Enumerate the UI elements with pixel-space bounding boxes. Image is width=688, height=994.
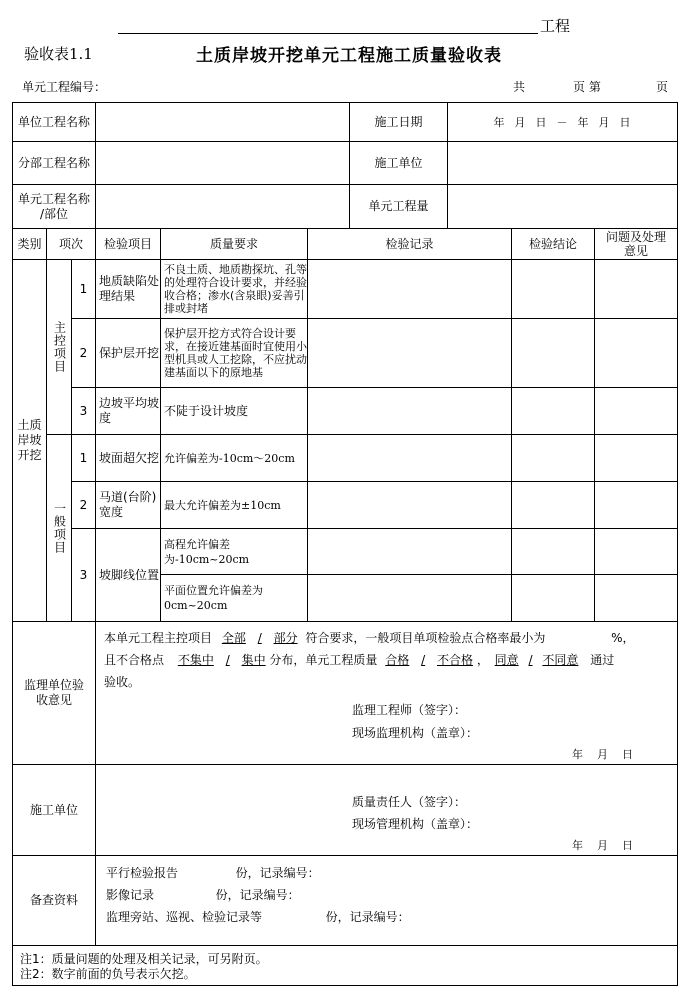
option-concentrated[interactable]: 集中 (241, 653, 266, 667)
page-title: 土质岸坡开挖单元工程施工质量验收表 (196, 46, 502, 66)
supervision-paragraph-3: 验收。 (104, 675, 141, 689)
check-item: 马道(台阶)宽度 (99, 490, 157, 519)
note-1: 注1：质量问题的处理及相关记录，可另附页。 (20, 952, 268, 966)
check-record-cell[interactable] (308, 260, 511, 318)
group-main-items: 主控项目 (52, 321, 67, 373)
percent-sign: %， (611, 631, 635, 645)
supervision-text: 本单元工程主控项目 (104, 631, 213, 645)
check-item: 边坡平均坡度 (99, 396, 160, 425)
option-part[interactable]: 部分 (273, 631, 298, 645)
check-record-cell[interactable] (308, 435, 511, 481)
check-result-cell[interactable] (512, 529, 594, 574)
construction-unit-label: 施工单位 (374, 155, 423, 170)
row-no: 2 (79, 345, 88, 360)
records-label: 备查资料 (29, 893, 78, 907)
option-slash: / (225, 653, 230, 667)
quality-requirement: 高程允许偏差为-10cm~20cm (164, 537, 250, 566)
construction-date-field[interactable]: 年 月 日 － 年 月 日 (493, 115, 632, 129)
records-line-3 (106, 908, 410, 925)
check-result-cell[interactable] (512, 319, 594, 387)
check-record-cell[interactable] (308, 388, 511, 434)
supervision-text: 通过 (590, 653, 615, 667)
note-2: 注2：数字前面的负号表示欠挖。 (20, 967, 196, 981)
quality-requirement: 不陡于设计坡度 (164, 403, 249, 418)
page-total-label: 共 (513, 80, 526, 94)
group-general-items: 一般项目 (52, 502, 67, 554)
option-slash: / (257, 631, 262, 645)
check-result-cell[interactable] (512, 575, 594, 621)
records-text: 份，记录编号： (235, 866, 320, 880)
issue-opinion-cell[interactable] (595, 435, 677, 481)
category-soil-bank-excavation: 土质岸坡开挖 (17, 418, 42, 462)
supervision-text: 且不合格点 (104, 653, 165, 667)
records-text: 监理旁站、巡视、检验记录等 (106, 910, 263, 924)
element-name-label (13, 185, 95, 228)
row-no: 1 (79, 281, 88, 296)
col-check-record: 检验记录 (385, 236, 434, 251)
unit-project-name-label: 单位工程名称 (17, 114, 90, 129)
element-name-field[interactable] (96, 185, 349, 228)
check-record-cell[interactable] (308, 319, 511, 387)
issue-opinion-cell[interactable] (595, 575, 677, 621)
row-no: 1 (79, 450, 88, 465)
check-result-cell[interactable] (512, 435, 594, 481)
records-text: 份，记录编号： (325, 910, 410, 924)
contractor-label: 施工单位 (29, 802, 78, 817)
unit-code-label: 单元工程编号： (22, 80, 107, 94)
check-record-cell[interactable] (308, 575, 511, 621)
check-item: 坡面超欠挖 (99, 450, 160, 465)
col-issue-line2: 意见 (623, 244, 648, 258)
contractor-date[interactable]: 年 月 日 (572, 839, 633, 852)
page-mid-label: 页 第 (573, 80, 601, 94)
page-end-label: 页 (656, 80, 669, 94)
check-result-cell[interactable] (512, 388, 594, 434)
col-check-result: 检验结论 (528, 236, 577, 251)
col-item-no: 项次 (58, 236, 83, 251)
issue-opinion-cell[interactable] (595, 482, 677, 528)
element-quantity-field[interactable] (448, 185, 677, 228)
comma: ， (476, 653, 489, 667)
supervision-paragraph-1 (104, 629, 634, 646)
col-issue-opinion (595, 229, 677, 259)
issue-opinion-cell[interactable] (595, 388, 677, 434)
col-issue-line1: 问题及处理 (605, 230, 666, 244)
check-record-cell[interactable] (308, 482, 511, 528)
option-pass[interactable]: 合格 (385, 653, 410, 667)
contractor-org-seal[interactable]: 现场管理机构（盖章）： (352, 817, 479, 831)
records-line-1 (106, 864, 320, 881)
check-item: 保护层开挖 (99, 345, 160, 360)
check-result-cell[interactable] (512, 482, 594, 528)
check-record-cell[interactable] (308, 529, 511, 574)
col-quality-requirement: 质量要求 (209, 236, 258, 251)
quality-person-sign[interactable]: 质量责任人（签字）： (352, 795, 467, 809)
issue-opinion-cell[interactable] (595, 529, 677, 574)
quality-requirement-2: 平面位置允许偏差为0cm~20cm (164, 584, 263, 612)
element-name-line2: /部位 (39, 206, 69, 221)
option-agree[interactable]: 同意 (494, 653, 519, 667)
option-disagree[interactable]: 不同意 (542, 653, 579, 667)
form-number: 验收表1.1 (24, 45, 93, 63)
issue-opinion-cell[interactable] (595, 319, 677, 387)
records-text: 份，记录编号： (215, 888, 300, 902)
row-no: 3 (79, 567, 88, 582)
project-suffix: 工程 (540, 17, 571, 35)
row-no: 3 (79, 403, 88, 418)
division-project-name-field[interactable] (96, 142, 349, 184)
option-not-concentrated[interactable]: 不集中 (177, 653, 214, 667)
option-slash: / (528, 653, 533, 667)
quality-requirement: 最大允许偏差为±10cm (164, 498, 281, 512)
option-slash: / (421, 653, 426, 667)
option-all[interactable]: 全部 (221, 631, 246, 645)
records-text: 平行检验报告 (106, 866, 179, 880)
quality-requirement: 不良土质、地质勘探坑、孔等的处理符合设计要求，并经验收合格；渗水(含泉眼)妥善引排或封堵 (164, 263, 307, 315)
supervision-date[interactable]: 年 月 日 (572, 748, 633, 761)
col-check-item: 检验项目 (103, 236, 152, 251)
check-item: 坡脚线位置 (99, 567, 160, 582)
division-project-name-label: 分部工程名称 (17, 155, 90, 170)
quality-requirement: 允许偏差为-10cm～20cm (164, 451, 295, 465)
option-fail[interactable]: 不合格 (436, 653, 473, 667)
supervision-paragraph-2 (104, 651, 614, 668)
supervision-text: 符合要求，一般项目单项检验点合格率最小为 (305, 631, 546, 645)
supervision-label: 监理单位验收意见 (23, 678, 84, 707)
quality-requirement: 保护层开挖方式符合设计要求，在接近建基面时宜使用小型机具或人工挖除，不应扰动建基面以下的原地基 (164, 327, 307, 379)
row-no: 2 (79, 497, 88, 512)
construction-unit-field[interactable] (448, 142, 677, 184)
construction-date-label: 施工日期 (374, 114, 423, 129)
check-item: 地质缺陷处理结果 (99, 274, 160, 303)
unit-project-name-field[interactable] (96, 103, 349, 141)
supervision-org-seal[interactable]: 现场监理机构（盖章）： (352, 726, 479, 740)
col-category: 类别 (17, 236, 42, 251)
records-text: 影像记录 (106, 888, 155, 902)
supervision-text: 分布，单元工程质量 (269, 653, 378, 667)
check-result-cell[interactable] (512, 260, 594, 318)
supervision-engineer-sign[interactable]: 监理工程师（签字）： (352, 703, 467, 717)
issue-opinion-cell[interactable] (595, 260, 677, 318)
element-name-line1: 单元工程名称 (17, 191, 90, 206)
element-quantity-label: 单元工程量 (368, 199, 429, 213)
records-line-2 (106, 886, 300, 903)
